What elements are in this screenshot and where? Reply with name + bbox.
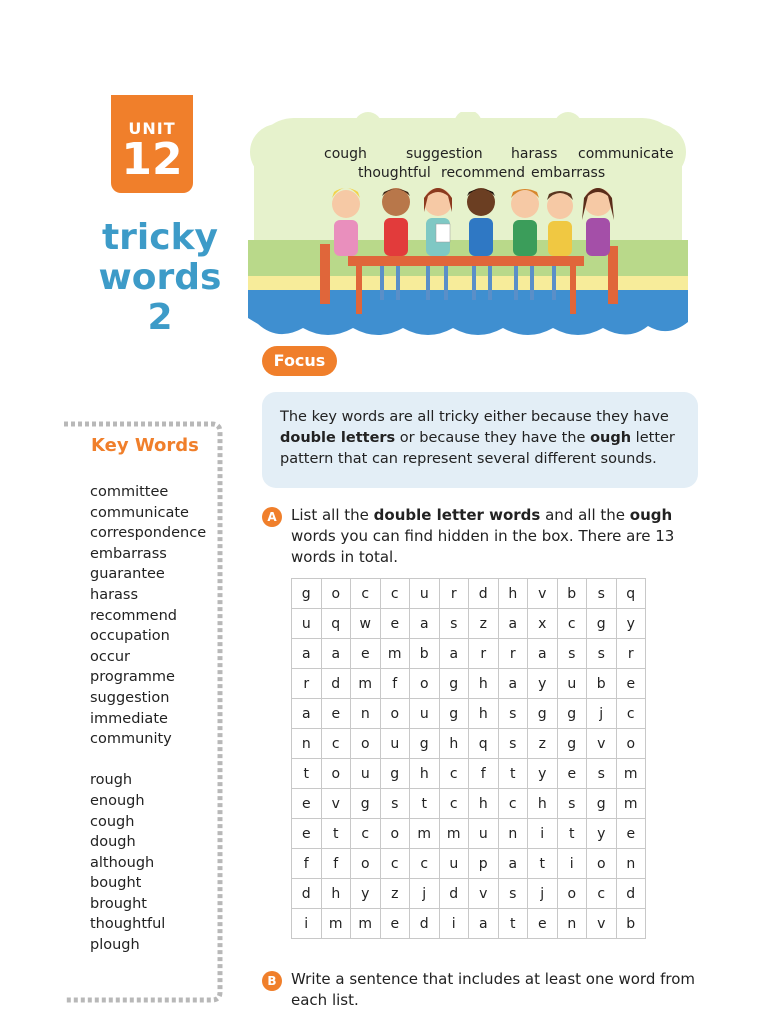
grid-cell: m [616,789,646,819]
grid-cell: w [351,609,381,639]
grid-cell: t [410,789,440,819]
cloud-word: suggestion [406,146,483,162]
grid-cell: t [498,909,528,939]
grid-cell: m [321,909,351,939]
cloud-word: cough [324,146,367,162]
grid-cell: i [557,849,587,879]
grid-cell: d [439,879,469,909]
grid-cell: d [321,669,351,699]
grid-cell: n [616,849,646,879]
grid-cell: h [410,759,440,789]
grid-row [292,639,646,669]
grid-cell: j [587,699,617,729]
key-word: correspondence [90,525,207,542]
grid-cell: f [321,849,351,879]
grid-cell: g [292,579,322,609]
grid-cell: s [557,789,587,819]
grid-cell: o [380,699,410,729]
activity-a-text-part: and all the [540,506,630,524]
grid-cell: e [292,789,322,819]
grid-row [292,909,646,939]
grid-cell: o [351,849,381,879]
grid-cell: e [321,699,351,729]
grid-row [292,879,646,909]
unit-label: UNIT [128,119,176,138]
blue-floor [248,290,688,335]
grid-cell: y [587,819,617,849]
focus-text: letter pattern that can represent several different sounds. [280,430,675,467]
grid-cell: c [380,579,410,609]
grid-cell: v [528,579,558,609]
grid-cell: i [292,909,322,939]
grid-cell: o [380,819,410,849]
grid-cell: s [380,789,410,819]
grid-cell: a [321,639,351,669]
grid-cell: a [498,669,528,699]
key-word: bought [90,875,142,892]
grid-cell: s [498,879,528,909]
grid-cell: m [351,669,381,699]
grid-cell: e [292,819,322,849]
grid-cell: n [557,909,587,939]
grid-cell: e [380,909,410,939]
grid-cell: b [410,639,440,669]
grid-cell: v [587,729,617,759]
grid-cell: m [616,759,646,789]
grid-cell: e [380,609,410,639]
grid-cell: y [616,609,646,639]
key-word: dough [90,834,136,851]
activity-a-bold: ough [629,506,673,524]
grid-cell: r [439,579,469,609]
grid-cell: g [380,759,410,789]
grid-cell: t [528,849,558,879]
grid-cell: q [469,729,499,759]
key-word: programme [90,669,175,686]
activity-a-text-part: List all the [291,506,374,524]
illustration-children-at-table [248,112,688,344]
key-word: immediate [90,710,168,727]
grid-row [292,819,646,849]
key-word: enough [90,792,145,809]
key-word: harass [90,586,139,603]
grid-cell: z [469,609,499,639]
focus-text: The key words are all tricky either because they have [280,409,669,425]
grid-cell: h [469,699,499,729]
grid-cell: a [292,699,322,729]
unit-badge [111,95,193,193]
focus-bold: double letters [280,430,396,446]
grid-cell: t [498,759,528,789]
grid-cell: g [410,729,440,759]
grid-cell: u [351,759,381,789]
grid-cell: a [439,639,469,669]
grid-cell: o [321,579,351,609]
key-word: brought [90,895,147,912]
grid-cell: h [498,579,528,609]
key-word: suggestion [90,689,170,706]
grid-cell: c [439,789,469,819]
word-search-grid [291,578,646,939]
key-words-gap [90,750,206,771]
grid-cell: m [439,819,469,849]
grid-cell: v [587,909,617,939]
grid-cell: h [528,789,558,819]
yellow-stripe [248,276,688,290]
unit-number: 12 [121,134,183,185]
grid-cell: o [587,849,617,879]
key-word: communicate [90,504,189,521]
grid-cell: e [616,819,646,849]
grid-cell: x [528,609,558,639]
grid-cell: c [498,789,528,819]
unit-title [80,218,240,338]
focus-bold: ough [590,430,632,446]
grid-cell: q [321,609,351,639]
grid-cell: m [380,639,410,669]
grid-cell: o [321,759,351,789]
key-words-title: Key Words [91,435,199,456]
key-word: thoughtful [90,916,166,933]
grid-cell: u [469,819,499,849]
grid-cell: n [351,699,381,729]
grid-cell: v [321,789,351,819]
grid-cell: j [528,879,558,909]
grid-cell: u [410,699,440,729]
grid-cell: d [410,909,440,939]
grid-cell: t [292,759,322,789]
key-word: occupation [90,628,170,645]
key-word: guarantee [90,566,165,583]
grid-cell: t [557,819,587,849]
grid-cell: g [439,699,469,729]
grid-cell: c [557,609,587,639]
grid-cell: y [351,879,381,909]
activity-a-text-part: words you can find hidden in the box. There are 13 words in total. [291,527,675,566]
activity-a-text [291,505,696,568]
grid-cell: s [439,609,469,639]
grid-cell: c [410,849,440,879]
grid-cell: e [528,909,558,939]
key-word: plough [90,937,140,954]
grid-row [292,849,646,879]
grid-cell: s [587,639,617,669]
grid-cell: h [321,879,351,909]
grid-cell: i [528,819,558,849]
cloud-word: recommend [441,165,525,181]
grid-cell: g [351,789,381,819]
grid-cell: o [410,669,440,699]
grid-cell: g [587,609,617,639]
grid-cell: r [498,639,528,669]
grid-row [292,729,646,759]
grid-cell: u [380,729,410,759]
grid-cell: e [557,759,587,789]
grid-cell: d [292,879,322,909]
cloud-word: embarrass [531,165,606,181]
grid-cell: a [292,639,322,669]
grid-cell: h [439,729,469,759]
focus-info-box [262,392,698,488]
grid-cell: y [528,669,558,699]
grid-cell: p [469,849,499,879]
grid-cell: a [498,609,528,639]
grid-cell: g [528,699,558,729]
grid-cell: y [528,759,558,789]
grid-cell: g [439,669,469,699]
grid-cell: e [351,639,381,669]
grid-cell: r [292,669,322,699]
grid-cell: m [410,819,440,849]
grid-cell: s [498,699,528,729]
grid-cell: f [380,669,410,699]
grid-cell: n [292,729,322,759]
grid-cell: s [587,759,617,789]
grid-cell: d [616,879,646,909]
grid-cell: g [557,729,587,759]
activity-b-badge: B [262,971,282,991]
grid-cell: c [321,729,351,759]
cloud-word: communicate [578,146,674,162]
grid-cell: s [587,579,617,609]
grid-cell: c [351,819,381,849]
focus-text: or because they have the [395,430,591,446]
grid-cell: a [498,849,528,879]
grid-row [292,789,646,819]
key-words-list [90,482,206,956]
grid-row [292,579,646,609]
key-word: rough [90,772,133,789]
grid-cell: s [498,729,528,759]
grid-cell: c [439,759,469,789]
grid-row [292,609,646,639]
grid-cell: f [292,849,322,879]
grid-cell: o [616,729,646,759]
grid-row [292,699,646,729]
grid-cell: b [616,909,646,939]
cloud-word: thoughtful [358,165,431,181]
key-word: recommend [90,607,177,624]
grid-cell: c [587,879,617,909]
grid-cell: r [616,639,646,669]
grid-cell: s [557,639,587,669]
grid-cell: c [616,699,646,729]
grid-cell: u [410,579,440,609]
key-word: although [90,854,155,871]
key-word: cough [90,813,135,830]
grid-cell: r [469,639,499,669]
activity-a-badge: A [262,507,282,527]
grid-cell: j [410,879,440,909]
key-word: occur [90,648,130,665]
grid-cell: z [528,729,558,759]
grid-cell: z [380,879,410,909]
grid-cell: b [587,669,617,699]
unit-title-line-1: tricky [101,217,219,258]
grid-cell: g [557,699,587,729]
grid-row [292,669,646,699]
grid-cell: f [469,759,499,789]
key-word: committee [90,484,169,500]
focus-label: Focus [262,346,337,376]
key-word: community [90,731,172,748]
unit-title-line-2: words 2 [98,257,222,338]
grid-cell: u [439,849,469,879]
grid-cell: h [469,789,499,819]
grid-cell: i [439,909,469,939]
grid-cell: o [557,879,587,909]
grid-cell: b [557,579,587,609]
grid-cell: u [292,609,322,639]
grid-cell: c [380,849,410,879]
key-word: embarrass [90,545,167,562]
grid-cell: g [587,789,617,819]
grid-cell: a [469,909,499,939]
grid-cell: n [498,819,528,849]
grid-cell: h [469,669,499,699]
grid-cell: q [616,579,646,609]
grid-row [292,759,646,789]
grid-cell: c [351,579,381,609]
grid-cell: a [528,639,558,669]
grid-cell: o [351,729,381,759]
grid-cell: t [321,819,351,849]
activity-b-text: Write a sentence that includes at least one word from each list. [291,970,696,1009]
activity-a-bold: double letter words [373,506,541,524]
grid-cell: e [616,669,646,699]
grid-cell: a [410,609,440,639]
grid-cell: d [469,579,499,609]
cloud-word: harass [511,146,558,162]
grid-cell: u [557,669,587,699]
grid-cell: v [469,879,499,909]
grid-cell: m [351,909,381,939]
